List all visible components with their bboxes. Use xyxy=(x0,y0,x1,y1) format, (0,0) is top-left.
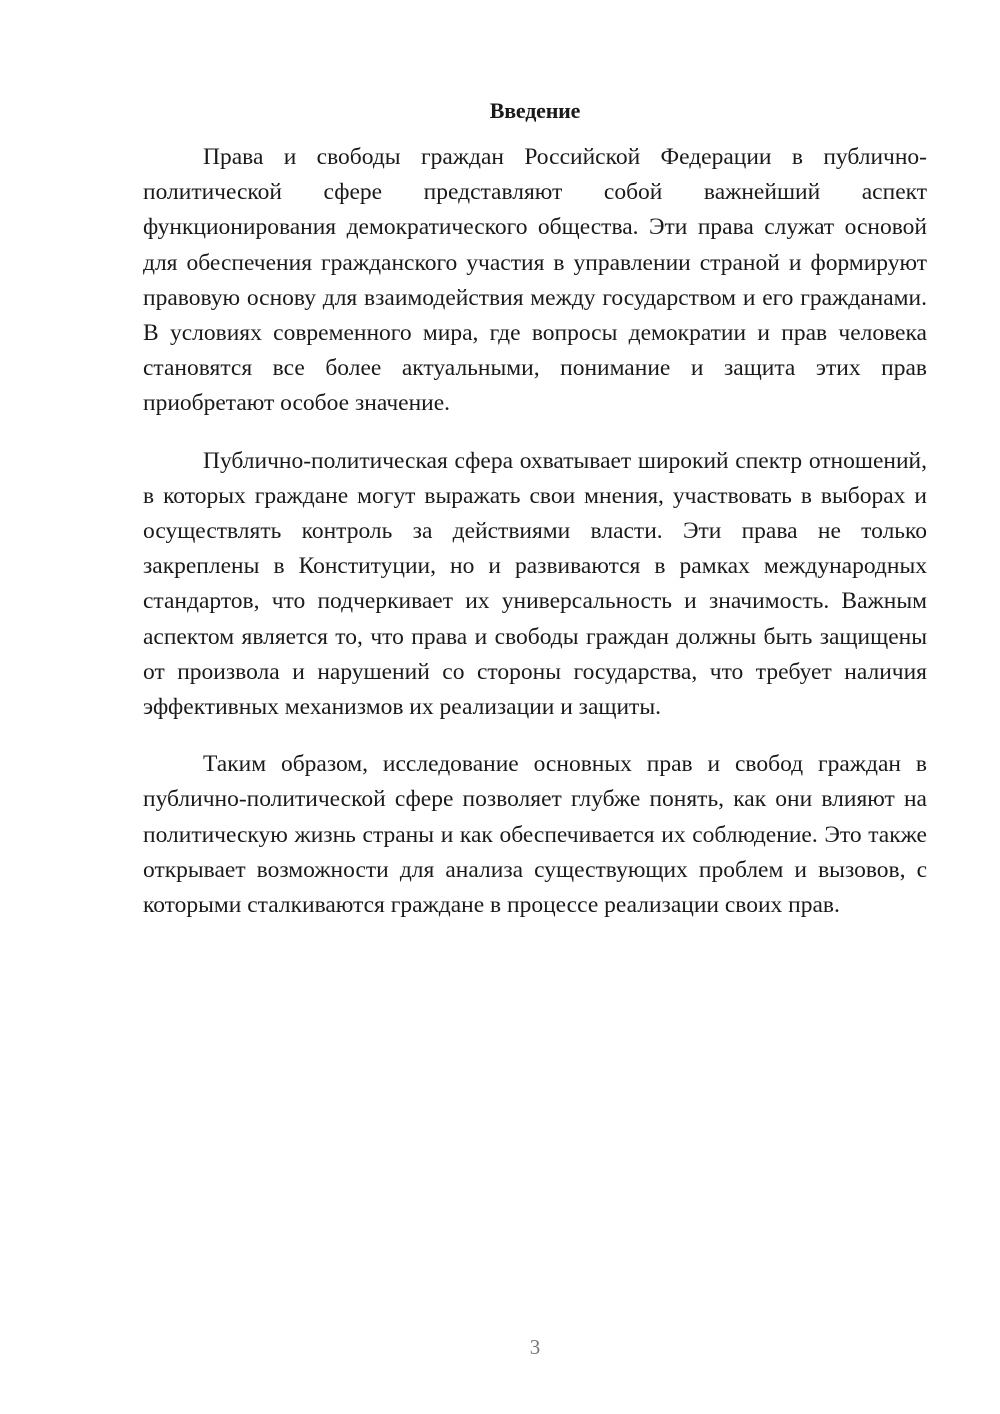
section-heading: Введение xyxy=(489,98,581,123)
paragraph-2: Публично-политическая сфера охватывает широкий спектр отношений, в которых граждане могут выражать свои мнения, участвовать в выборах и осуществлять контроль за действиями власти. Эти права не только закреплены в Конституции, но и развиваются в рамках международных стандартов, что подчеркивает их универсальность и значимость. Важным аспектом является то, что права и свободы граждан должны быть защищены от произвола и нарушений со стороны государства, что требует наличия эффективных механизмов их реализации и защиты. xyxy=(143,447,927,721)
paragraph-3: Таким образом, исследование основных прав и свобод граждан в публично-политической сфере позволяет глубже понять, как они влияют на политическую жизнь страны и как обеспечивается их соблюдение. Это также открывает возможности для анализа существующих проблем и вызовов, с которыми сталкиваются граждане в процессе реализации своих прав. xyxy=(143,751,927,919)
page-number: 3 xyxy=(529,1335,541,1359)
paragraph-1: Права и свободы граждан Российской Федерации в публично-политической сфере представляют собой важнейший аспект функционирования демократического общества. Эти права служат основой для обеспечения гражданского участия в управлении страной и формируют правовую основу для взаимодействия между государством и его гражданами. В условиях современного мира, где вопросы демократии и прав человека становятся все более актуальными, понимание и защита этих прав приобретают особое значение. xyxy=(143,144,927,417)
page-content xyxy=(143,96,927,945)
